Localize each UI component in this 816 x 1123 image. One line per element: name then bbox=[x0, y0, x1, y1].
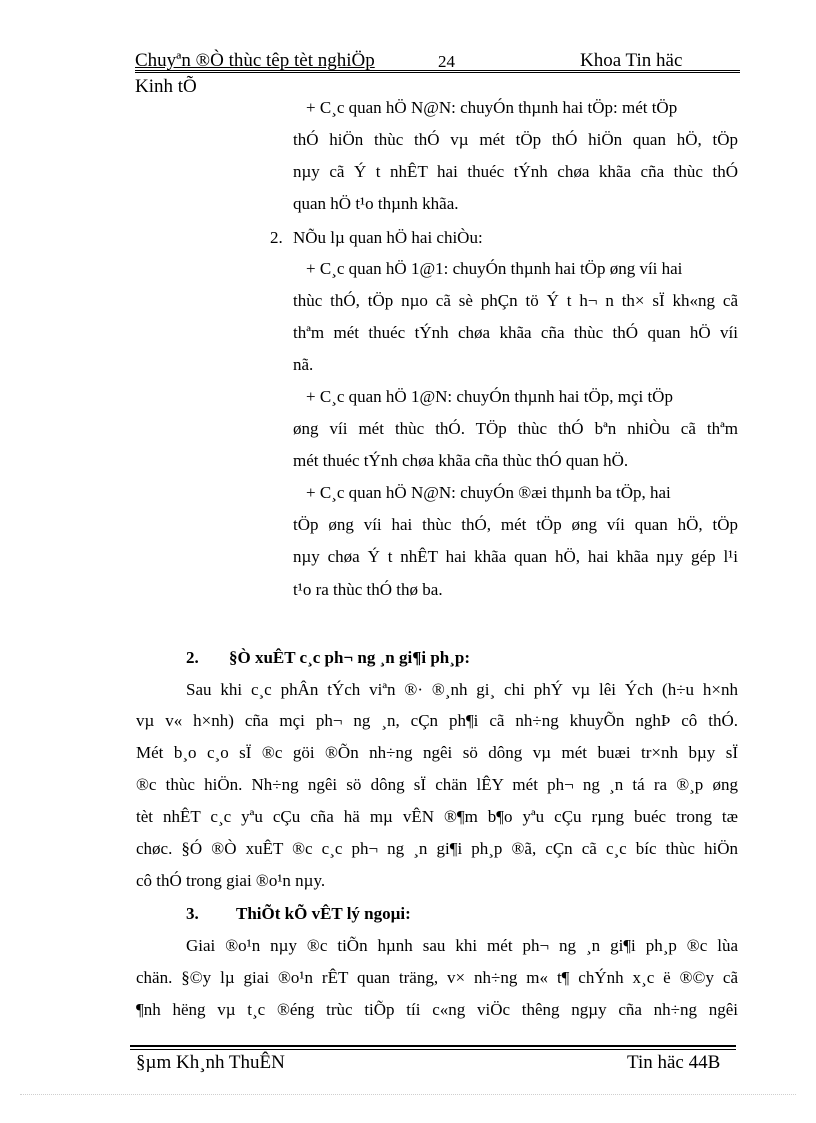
text-line: øng víi mét thùc thÓ. TÖp thùc thÓ bªn nhiÒu cã thªm bbox=[293, 419, 738, 438]
section-number: 2. bbox=[186, 648, 199, 667]
text-line: + C¸c quan hÖ N@N: chuyÓn ®æi thµnh ba tÖp, hai bbox=[306, 483, 671, 502]
text-line: cô thÓ trong giai ®o¹n nµy. bbox=[136, 871, 326, 890]
list-number: 2. bbox=[270, 228, 283, 247]
text-line: tèt nhÊT c¸c yªu cÇu cña hä mµ vÊN ®¶m b¶o yªu cÇu rµng buéc trong tæ bbox=[136, 807, 738, 826]
text-line: thùc thÓ, tÖp nµo cã sè phÇn tö Ý t h¬ n th× sÏ kh«ng cã bbox=[293, 291, 738, 310]
footer-rule bbox=[130, 1045, 736, 1047]
footer-rule-2 bbox=[130, 1049, 736, 1050]
text-line: quan hÖ t¹o thµnh khãa. bbox=[293, 194, 459, 213]
header-subtitle: Kinh tÕ bbox=[135, 76, 197, 97]
text-line: nµy cã Ý t nhÊT hai thuéc tÝnh chøa khãa cña thùc thÓ bbox=[293, 162, 738, 181]
text-line: ¶nh hëng vµ t¸c ®éng trùc tiÕp tíi c«ng viÖc thêng ngµy cña nh÷ng ngêi bbox=[136, 1000, 738, 1019]
text-line: ®c thùc hiÖn. Nh÷ng ngêi sö dông sÏ chän lÊY mét ph¬ ng ¸n tá ra ®¸p øng bbox=[136, 775, 738, 794]
text-line: Sau khi c¸c phÂn tÝch viªn ®· ®¸nh gi¸ chi phÝ vµ lêi Ých (h÷u h×nh bbox=[186, 680, 738, 699]
text-line: chøc. §Ó ®Ò xuÊT ®c c¸c ph¬ ng ¸n gi¶i ph¸p ®ã, cÇn cã c¸c bíc thùc hiÖn bbox=[136, 839, 738, 858]
text-line: thªm mét thuéc tÝnh chøa khãa cña thùc thÓ quan hÖ víi bbox=[293, 323, 738, 342]
header-department: Khoa Tin häc bbox=[580, 50, 683, 71]
text-line: Giai ®o¹n nµy ®c tiÕn hµnh sau khi mét ph¬ ng ¸n gi¶i ph¸p ®c lùa bbox=[186, 936, 738, 955]
text-line: thÓ hiÖn thùc thÓ vµ mét tÖp thÓ hiÖn quan hÖ, tÖp bbox=[293, 130, 738, 149]
header-rule-2 bbox=[135, 72, 740, 73]
text-line: mét thuéc tÝnh chøa khãa cña thùc thÓ quan hÖ. bbox=[293, 451, 629, 470]
text-line: + C¸c quan hÖ 1@N: chuyÓn thµnh hai tÖp, mçi tÖp bbox=[306, 387, 673, 406]
page-bottom-border bbox=[20, 1094, 796, 1095]
text-line: + C¸c quan hÖ 1@1: chuyÓn thµnh hai tÖp øng víi hai bbox=[306, 259, 683, 278]
section-number: 3. bbox=[186, 904, 199, 923]
footer-class: Tin häc 44B bbox=[627, 1052, 721, 1073]
text-line: Mét b¸o c¸o sÏ ®c göi ®Õn nh÷ng ngêi sö dông vµ mét buæi tr×nh bµy sÏ bbox=[136, 743, 738, 762]
list-item-heading: NÕu lµ quan hÖ hai chiÒu: bbox=[293, 228, 483, 247]
text-line: nµy chøa Ý t nhÊT hai khãa quan hÖ, hai khãa nµy gép l¹i bbox=[293, 547, 738, 566]
section-heading: §Ò xuÊT c¸c ph¬ ng ¸n gi¶i ph¸p: bbox=[229, 648, 471, 667]
text-line: nã. bbox=[293, 355, 314, 374]
text-line: t¹o ra thùc thÓ thø ba. bbox=[293, 580, 443, 599]
text-line: chän. §©y lµ giai ®o¹n rÊT quan träng, v× nh÷ng m« t¶ chÝnh x¸c ë ®©y cã bbox=[136, 968, 738, 987]
header-title: Chuyªn ®Ò thùc têp tèt nghiÖp bbox=[135, 50, 375, 71]
footer-author: §µm Kh¸nh ThuÊN bbox=[136, 1052, 285, 1073]
text-line: + C¸c quan hÖ N@N: chuyÓn thµnh hai tÖp: mét tÖp bbox=[306, 98, 678, 117]
text-line: vµ v« h×nh) cña mçi ph¬ ng ¸n, cÇn ph¶i cã nh÷ng khuyÕn nghÞ cô thÓ. bbox=[136, 711, 738, 730]
text-line: tÖp øng víi hai thùc thÓ, mét tÖp øng víi quan hÖ, tÖp bbox=[293, 515, 738, 534]
section-heading: ThiÕt kÕ vÊT lý ngoµi: bbox=[236, 904, 411, 923]
page-number: 24 bbox=[438, 52, 455, 71]
header-rule bbox=[135, 70, 740, 71]
